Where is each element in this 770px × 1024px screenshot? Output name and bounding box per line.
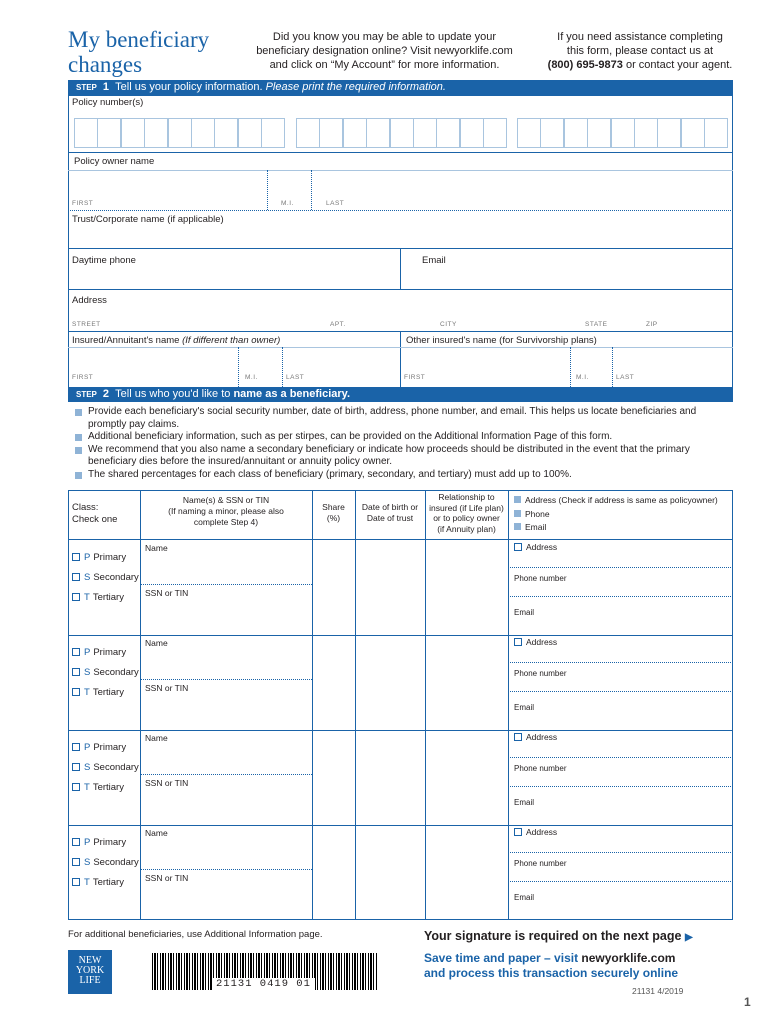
city-sublabel: CITY bbox=[440, 321, 457, 328]
note-line: this form, please contact us at bbox=[566, 45, 714, 57]
mi-sublabel: M.I. bbox=[281, 200, 294, 207]
header-line: (if Annuity plan) bbox=[437, 523, 496, 534]
policy-digit-cell[interactable] bbox=[319, 118, 343, 148]
header-line: (If naming a minor, please also bbox=[168, 506, 284, 516]
title-line-1: My beneficiary bbox=[68, 27, 210, 52]
header-line: Date of trust bbox=[366, 513, 414, 523]
email-field[interactable] bbox=[401, 268, 732, 288]
last-sublabel: LAST bbox=[286, 374, 305, 381]
owner-first-field[interactable] bbox=[69, 171, 266, 211]
ssn-sublabel: SSN or TIN bbox=[145, 588, 189, 598]
email-sublabel: Email bbox=[514, 893, 535, 902]
instruction-item: Provide each beneficiary's social security number, date of birth, address, phone number, and email. This helps us locate beneficiaries and promptly pay claims. bbox=[75, 406, 735, 431]
policy-digit-cell[interactable] bbox=[366, 118, 390, 148]
header-line: Check one bbox=[72, 514, 118, 525]
secondary-option[interactable] bbox=[72, 572, 139, 583]
option-label: Primary bbox=[93, 552, 127, 563]
checkbox[interactable] bbox=[514, 828, 522, 836]
policy-numbers-label: Policy number(s) bbox=[72, 97, 144, 108]
policy-digit-cell[interactable] bbox=[168, 118, 192, 148]
ssn-field[interactable] bbox=[141, 695, 311, 729]
page-number: 1 bbox=[744, 995, 751, 1009]
address-option[interactable] bbox=[514, 827, 557, 837]
checkbox[interactable] bbox=[72, 668, 80, 676]
policy-digit-cell[interactable] bbox=[296, 118, 320, 148]
note-line: or contact your agent. bbox=[622, 59, 733, 71]
header-line: complete Step 4) bbox=[193, 517, 259, 527]
header-text: Address (Check if address is same as policyowner) bbox=[525, 495, 718, 505]
signature-note bbox=[424, 929, 693, 943]
option-label: Tertiary bbox=[92, 592, 124, 603]
policy-digit-cell[interactable] bbox=[634, 118, 658, 148]
signature-text: Your signature is required on the next page bbox=[424, 929, 682, 943]
policy-digit-cell[interactable] bbox=[261, 118, 285, 148]
class-header bbox=[72, 502, 117, 526]
class-letter: S bbox=[84, 762, 91, 773]
additional-beneficiaries-note: For additional beneficiaries, use Additional Information page. bbox=[68, 929, 323, 940]
secondary-option[interactable] bbox=[72, 667, 139, 678]
step-label: STEP bbox=[76, 83, 97, 92]
header-line: Relationship to bbox=[438, 492, 495, 502]
ssn-sublabel: SSN or TIN bbox=[145, 683, 189, 693]
policy-digit-cell[interactable] bbox=[436, 118, 460, 148]
option-label: Address bbox=[526, 637, 558, 647]
insured-name-label bbox=[72, 335, 280, 346]
ssn-field[interactable] bbox=[141, 885, 311, 919]
beneficiary-name-field[interactable] bbox=[141, 839, 311, 869]
logo-text: YORK bbox=[75, 965, 105, 976]
arrow-right-icon: ▶ bbox=[684, 932, 693, 943]
secondary-option[interactable] bbox=[72, 857, 139, 868]
beneficiary-name-field[interactable] bbox=[141, 649, 311, 679]
assistance-note bbox=[530, 30, 750, 72]
checkbox[interactable] bbox=[514, 733, 522, 741]
last-sublabel: LAST bbox=[616, 374, 635, 381]
instruction-item: We recommend that you also name a secondary beneficiary or indicate how proceeds should be distributed in the event that the primary beneficiary dies before the insured/annuitant or annuity policy owner. bbox=[75, 444, 735, 469]
step2-emphasis: name as a beneficiary. bbox=[233, 388, 351, 400]
option-label: Primary bbox=[93, 742, 127, 753]
option-label: Tertiary bbox=[92, 877, 124, 888]
secondary-option[interactable] bbox=[72, 762, 139, 773]
class-letter: T bbox=[84, 877, 90, 888]
policy-digit-cell[interactable] bbox=[238, 118, 262, 148]
assistance-phone: (800) 695-9873 bbox=[547, 59, 623, 71]
option-label: Secondary bbox=[93, 572, 139, 583]
policy-digit-cell[interactable] bbox=[517, 118, 541, 148]
title-line-2: changes bbox=[68, 52, 143, 77]
daytime-phone-label: Daytime phone bbox=[72, 255, 136, 266]
policy-digit-cell[interactable] bbox=[214, 118, 238, 148]
checkbox[interactable] bbox=[72, 553, 80, 561]
address-field[interactable] bbox=[69, 307, 732, 329]
policy-digit-cell[interactable] bbox=[97, 118, 121, 148]
header-line bbox=[514, 508, 732, 522]
note-line: If you need assistance completing bbox=[557, 31, 723, 43]
checkbox[interactable] bbox=[72, 688, 80, 696]
email-sublabel: Email bbox=[514, 703, 535, 712]
dob-field[interactable] bbox=[356, 541, 424, 634]
relationship-field[interactable] bbox=[426, 731, 507, 824]
tertiary-option[interactable] bbox=[72, 687, 124, 698]
policy-digit-cell[interactable] bbox=[540, 118, 564, 148]
name-sublabel: Name bbox=[145, 543, 168, 553]
promo-text: Save time and paper – visit bbox=[424, 951, 582, 965]
checkbox[interactable] bbox=[514, 638, 522, 646]
header-line bbox=[514, 521, 732, 535]
relationship-field[interactable] bbox=[426, 826, 507, 919]
option-label: Secondary bbox=[93, 667, 139, 678]
option-label: Primary bbox=[93, 837, 127, 848]
option-label: Tertiary bbox=[92, 687, 124, 698]
ssn-field[interactable] bbox=[141, 600, 311, 634]
insured-label-text: Insured/Annuitant's name bbox=[72, 335, 180, 346]
checkbox[interactable] bbox=[72, 838, 80, 846]
header-line bbox=[514, 494, 732, 508]
step-number: 2 bbox=[102, 388, 110, 400]
address-option[interactable] bbox=[514, 732, 557, 742]
header-line: (%) bbox=[326, 513, 341, 523]
dob-header bbox=[355, 502, 425, 524]
ssn-sublabel: SSN or TIN bbox=[145, 873, 189, 883]
online-promo bbox=[424, 951, 678, 981]
class-letter: T bbox=[84, 782, 90, 793]
first-sublabel: FIRST bbox=[404, 374, 426, 381]
checkbox[interactable] bbox=[72, 878, 80, 886]
tertiary-option[interactable] bbox=[72, 877, 124, 888]
header-text: Phone bbox=[525, 508, 550, 519]
ssn-field[interactable] bbox=[141, 790, 311, 824]
checkbox[interactable] bbox=[72, 573, 80, 581]
logo-text: NEW bbox=[78, 955, 102, 966]
phone-sublabel: Phone number bbox=[514, 764, 567, 773]
note-line: and click on “My Account” for more information. bbox=[269, 59, 500, 71]
step-label: STEP bbox=[76, 390, 97, 399]
barcode-number: 21131 0419 01 bbox=[212, 978, 315, 990]
instructions-list bbox=[75, 406, 735, 481]
step1-instruction: Please print the required information. bbox=[265, 81, 446, 93]
option-label: Primary bbox=[93, 647, 127, 658]
step1-header bbox=[68, 80, 733, 95]
promo-line bbox=[424, 951, 678, 966]
policy-digit-cell[interactable] bbox=[343, 118, 367, 148]
mi-sublabel: M.I. bbox=[245, 374, 258, 381]
name-sublabel: Name bbox=[145, 733, 168, 743]
phone-sublabel: Phone number bbox=[514, 859, 567, 868]
relationship-header bbox=[425, 492, 508, 534]
other-insured-label: Other insured's name (for Survivorship plans) bbox=[406, 335, 597, 346]
policy-digit-cell[interactable] bbox=[611, 118, 635, 148]
email-sublabel: Email bbox=[514, 798, 535, 807]
new-york-life-logo bbox=[68, 950, 112, 994]
tertiary-option[interactable] bbox=[72, 592, 124, 603]
step2-text: Tell us who you'd like to bbox=[115, 388, 231, 400]
header-line: Share bbox=[322, 502, 345, 512]
class-letter: P bbox=[84, 647, 91, 658]
note-line: beneficiary designation online? Visit newyorklife.com bbox=[256, 45, 513, 57]
email-sublabel: Email bbox=[514, 608, 535, 617]
class-letter: S bbox=[84, 857, 91, 868]
primary-option[interactable] bbox=[72, 552, 126, 563]
checkbox[interactable] bbox=[72, 858, 80, 866]
policy-digit-cell[interactable] bbox=[390, 118, 414, 148]
step1-text: Tell us your policy information. bbox=[115, 81, 263, 93]
dob-field[interactable] bbox=[356, 731, 424, 824]
primary-option[interactable] bbox=[72, 742, 126, 753]
checkbox[interactable] bbox=[72, 763, 80, 771]
beneficiary-name-field[interactable] bbox=[141, 554, 311, 584]
insured-name-field[interactable] bbox=[69, 348, 399, 388]
checkbox[interactable] bbox=[72, 743, 80, 751]
note-line: Did you know you may be able to update your bbox=[272, 31, 497, 43]
email-label: Email bbox=[422, 255, 446, 266]
share-field[interactable] bbox=[313, 636, 354, 729]
name-header bbox=[140, 495, 312, 528]
policy-digit-cell[interactable] bbox=[657, 118, 681, 148]
share-field[interactable] bbox=[313, 731, 354, 824]
phone-sublabel: Phone number bbox=[514, 574, 567, 583]
class-letter: T bbox=[84, 592, 90, 603]
option-label: Secondary bbox=[93, 857, 139, 868]
step2-header bbox=[68, 387, 733, 402]
header-line: Class: bbox=[72, 502, 99, 513]
name-sublabel: Name bbox=[145, 828, 168, 838]
beneficiary-name-field[interactable] bbox=[141, 744, 311, 774]
header-line: or to policy owner bbox=[433, 513, 500, 523]
policy-digit-cell[interactable] bbox=[704, 118, 728, 148]
phone-sublabel: Phone number bbox=[514, 669, 567, 678]
policy-digit-cell[interactable] bbox=[460, 118, 484, 148]
option-label: Address bbox=[526, 827, 558, 837]
owner-last-field[interactable] bbox=[312, 171, 732, 211]
primary-option[interactable] bbox=[72, 647, 126, 658]
checkbox[interactable] bbox=[72, 593, 80, 601]
header-text: Email bbox=[525, 522, 547, 532]
last-sublabel: LAST bbox=[326, 200, 345, 207]
mi-sublabel: M.I. bbox=[576, 374, 589, 381]
checkbox[interactable] bbox=[72, 648, 80, 656]
instruction-item: Additional beneficiary information, such as per stirpes, can be provided on the Additional Information Page of this form. bbox=[75, 431, 735, 444]
instruction-item: The shared percentages for each class of beneficiary (primary, secondary, and tertiary) must add up to 100%. bbox=[75, 469, 735, 482]
form-id: 21131 4/2019 bbox=[632, 986, 684, 996]
checkbox[interactable] bbox=[514, 543, 522, 551]
owner-name-label: Policy owner name bbox=[74, 156, 155, 167]
first-sublabel: FIRST bbox=[72, 374, 94, 381]
policy-digit-cell[interactable] bbox=[413, 118, 437, 148]
name-sublabel: Name bbox=[145, 638, 168, 648]
phone-line bbox=[530, 58, 750, 72]
policy-digit-cell[interactable] bbox=[564, 118, 588, 148]
daytime-phone-field[interactable] bbox=[69, 268, 399, 288]
policy-digit-cell[interactable] bbox=[483, 118, 507, 148]
header-line: insured (if Life plan) bbox=[429, 502, 504, 513]
promo-line: and process this transaction securely online bbox=[424, 966, 679, 980]
step-number: 1 bbox=[102, 81, 110, 93]
policy-digit-cell[interactable] bbox=[681, 118, 705, 148]
policy-digit-cell[interactable] bbox=[144, 118, 168, 148]
option-label: Address bbox=[526, 732, 558, 742]
class-letter: P bbox=[84, 837, 91, 848]
first-sublabel: FIRST bbox=[72, 200, 94, 207]
zip-sublabel: ZIP bbox=[646, 321, 658, 328]
primary-option[interactable] bbox=[72, 837, 126, 848]
dob-field[interactable] bbox=[356, 636, 424, 729]
class-letter: T bbox=[84, 687, 90, 698]
option-label: Tertiary bbox=[92, 782, 124, 793]
trust-name-field[interactable] bbox=[69, 226, 732, 248]
header-line: Name(s) & SSN or TIN bbox=[182, 495, 270, 505]
policy-digit-cell[interactable] bbox=[121, 118, 145, 148]
trust-name-label: Trust/Corporate name (if applicable) bbox=[72, 214, 224, 225]
option-label: Secondary bbox=[93, 762, 139, 773]
address-option[interactable] bbox=[514, 637, 557, 647]
class-letter: P bbox=[84, 552, 91, 563]
policy-digit-cell[interactable] bbox=[191, 118, 215, 148]
logo-text: LIFE bbox=[79, 975, 101, 986]
share-field[interactable] bbox=[313, 826, 354, 919]
header-line: Date of birth or bbox=[361, 502, 419, 512]
contact-header bbox=[514, 494, 732, 535]
address-label: Address bbox=[72, 295, 107, 306]
option-label: Address bbox=[526, 542, 558, 552]
address-option[interactable] bbox=[514, 542, 557, 552]
checkbox[interactable] bbox=[72, 783, 80, 791]
tertiary-option[interactable] bbox=[72, 782, 124, 793]
ssn-sublabel: SSN or TIN bbox=[145, 778, 189, 788]
dob-field[interactable] bbox=[356, 826, 424, 919]
class-letter: P bbox=[84, 742, 91, 753]
insured-label-note: (If different than owner) bbox=[182, 335, 281, 346]
class-letter: S bbox=[84, 572, 91, 583]
other-insured-field[interactable] bbox=[401, 348, 732, 388]
online-update-note bbox=[252, 30, 517, 72]
policy-digit-cell[interactable] bbox=[74, 118, 98, 148]
form-title bbox=[68, 27, 238, 77]
class-letter: S bbox=[84, 667, 91, 678]
relationship-field[interactable] bbox=[426, 636, 507, 729]
share-header bbox=[312, 502, 355, 524]
relationship-field[interactable] bbox=[426, 541, 507, 634]
promo-link[interactable]: newyorklife.com bbox=[581, 951, 676, 965]
street-sublabel: STREET bbox=[72, 321, 101, 328]
apt-sublabel: APT. bbox=[330, 321, 346, 328]
share-field[interactable] bbox=[313, 541, 354, 634]
state-sublabel: STATE bbox=[585, 321, 608, 328]
policy-digit-cell[interactable] bbox=[587, 118, 611, 148]
